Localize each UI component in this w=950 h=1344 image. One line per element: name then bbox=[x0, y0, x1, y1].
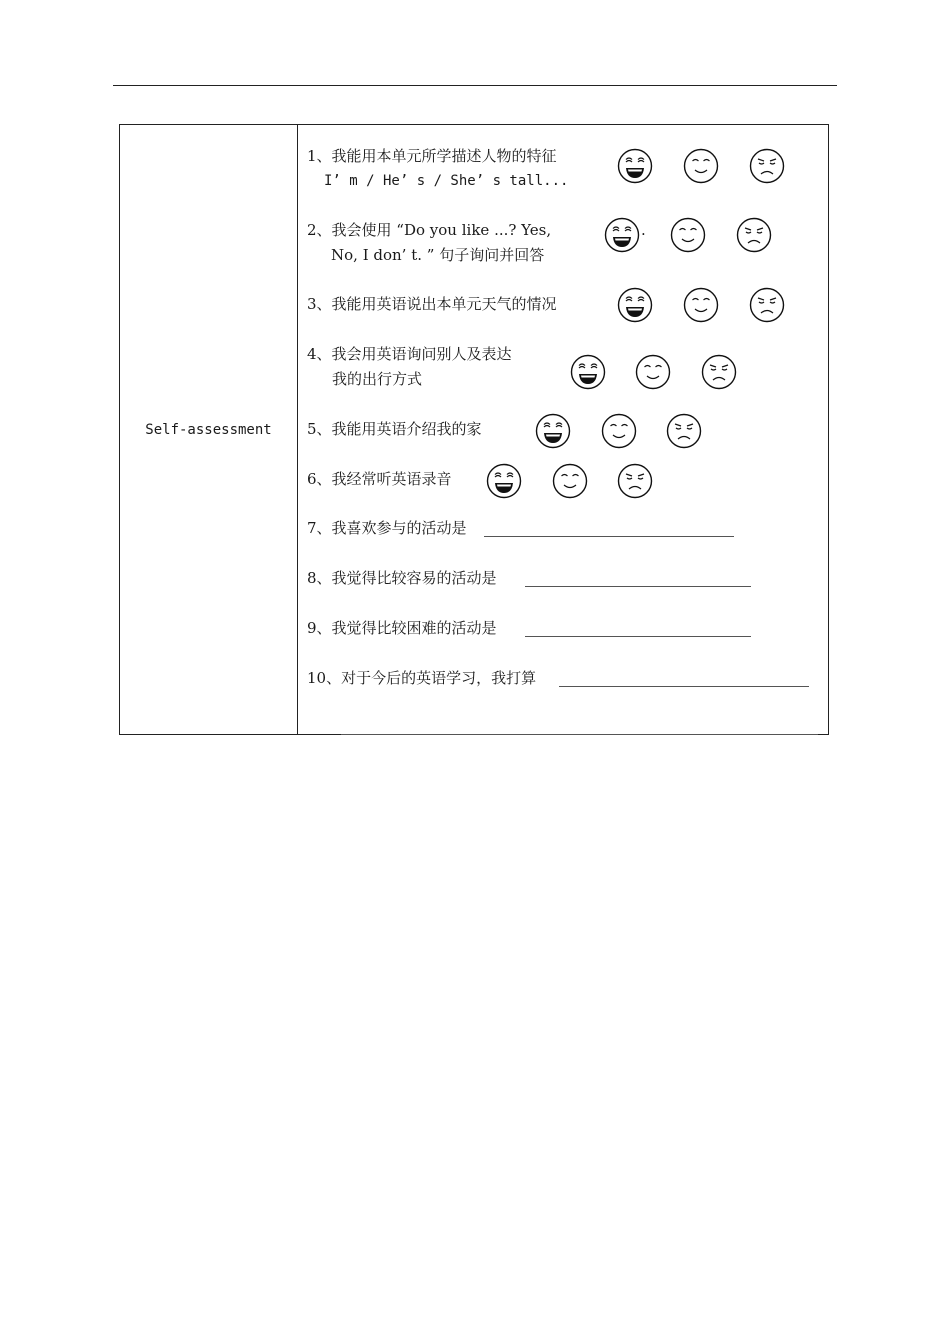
frowning-face-icon[interactable] bbox=[617, 463, 653, 499]
laughing-face-icon[interactable] bbox=[617, 287, 653, 323]
item-8-answer-blank[interactable] bbox=[525, 586, 751, 587]
laughing-face-icon[interactable] bbox=[570, 354, 606, 390]
item-4-text: 4、我会用英语询问别人及表达 bbox=[307, 345, 512, 363]
smiling-face-icon[interactable] bbox=[552, 463, 588, 499]
item-6-text: 6、我经常听英语录音 bbox=[307, 470, 452, 488]
item-4-text-cont: 我的出行方式 bbox=[332, 370, 423, 388]
column-divider bbox=[297, 125, 298, 734]
laughing-face-icon[interactable] bbox=[617, 148, 653, 184]
item-5-text: 5、我能用英语介绍我的家 bbox=[307, 420, 482, 438]
item-10-answer-blank[interactable] bbox=[559, 686, 809, 687]
smiling-face-icon[interactable] bbox=[635, 354, 671, 390]
item-8-text: 8、我觉得比较容易的活动是 bbox=[307, 569, 497, 587]
item-10-text: 10、对于今后的英语学习，我打算 bbox=[307, 669, 537, 687]
laughing-face-icon[interactable] bbox=[604, 217, 640, 253]
item-7-answer-blank[interactable] bbox=[484, 536, 734, 537]
frowning-face-icon[interactable] bbox=[749, 148, 785, 184]
item-10-answer-blank-2[interactable] bbox=[341, 734, 818, 735]
item-2-text: 2、我会使用 “Do you like ...? Yes, bbox=[307, 221, 552, 239]
smiling-face-icon[interactable] bbox=[601, 413, 637, 449]
item-2-text-tail: . bbox=[641, 221, 646, 239]
smiling-face-icon[interactable] bbox=[683, 287, 719, 323]
frowning-face-icon[interactable] bbox=[666, 413, 702, 449]
item-9-answer-blank[interactable] bbox=[525, 636, 751, 637]
item-9-text: 9、我觉得比较困难的活动是 bbox=[307, 619, 497, 637]
item-7-text: 7、我喜欢参与的活动是 bbox=[307, 519, 467, 537]
smiling-face-icon[interactable] bbox=[670, 217, 706, 253]
laughing-face-icon[interactable] bbox=[535, 413, 571, 449]
item-3-text: 3、我能用英语说出本单元天气的情况 bbox=[307, 295, 557, 313]
item-1-text: 1、我能用本单元所学描述人物的特征 bbox=[307, 147, 557, 165]
frowning-face-icon[interactable] bbox=[749, 287, 785, 323]
frowning-face-icon[interactable] bbox=[736, 217, 772, 253]
item-2-text-cont: No, I don’ t. ” 句子询问并回答 bbox=[331, 246, 545, 264]
item-1-example: I’ m / He’ s / She’ s tall... bbox=[324, 173, 569, 189]
laughing-face-icon[interactable] bbox=[486, 463, 522, 499]
self-assessment-label: Self-assessment bbox=[145, 422, 272, 438]
frowning-face-icon[interactable] bbox=[701, 354, 737, 390]
smiling-face-icon[interactable] bbox=[683, 148, 719, 184]
self-assessment-table bbox=[119, 124, 829, 735]
header-rule bbox=[113, 85, 837, 86]
